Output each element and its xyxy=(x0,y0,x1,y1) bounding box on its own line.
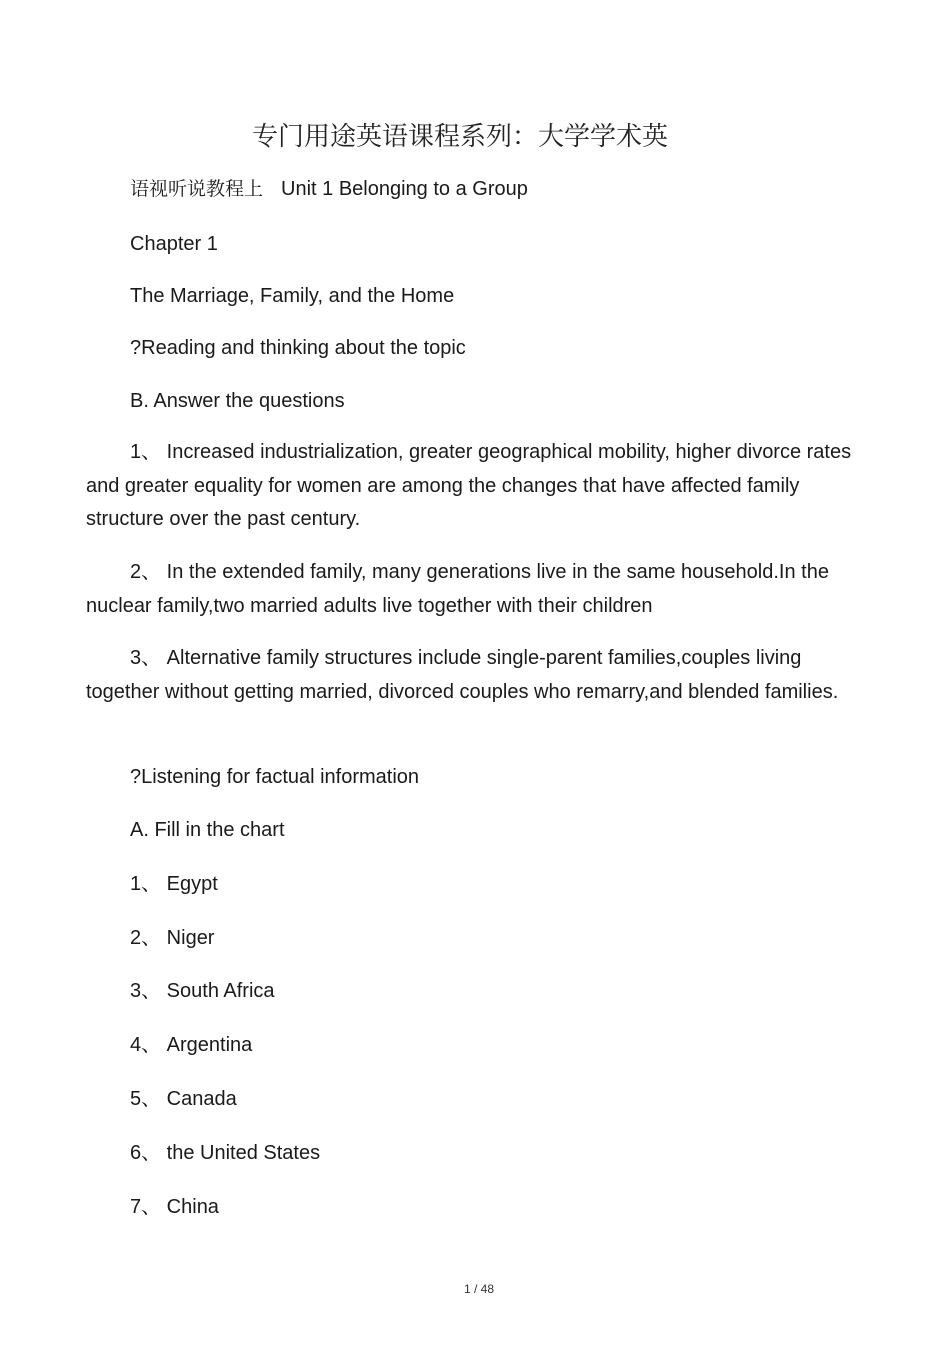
section-heading-reading: ?Reading and thinking about the topic xyxy=(130,337,466,359)
subtitle-chinese: 语视听说教程上 xyxy=(130,178,264,200)
section-heading-listening: ?Listening for factual information xyxy=(130,766,420,788)
answer-paragraph: 2、 In the extended family, many generations live in the same household.In the nuclear family,two married adults live together with their children xyxy=(86,561,829,617)
list-item: 4、 Argentina xyxy=(130,1034,253,1056)
page-number: 1 / 48 xyxy=(463,1282,495,1296)
answer-paragraph: 3、 Alternative family structures include single-parent families,couples living together without getting married, divorced couples who remarry,and blended families. xyxy=(86,647,839,703)
list-item: 3、 South Africa xyxy=(130,980,275,1002)
list-item: 7、 China xyxy=(130,1196,219,1218)
list-item: 6、 the United States xyxy=(130,1142,321,1164)
subtitle-english: Unit 1 Belonging to a Group xyxy=(281,178,528,200)
document-title: 专门用途英语课程系列：大学学术英 xyxy=(251,122,668,152)
chapter-title: The Marriage, Family, and the Home xyxy=(130,285,455,307)
chapter-label: Chapter 1 xyxy=(130,233,218,255)
unit-subtitle xyxy=(130,176,528,202)
task-fill-chart: A. Fill in the chart xyxy=(130,819,285,841)
list-item: 1、 Egypt xyxy=(130,873,218,895)
list-item: 5、 Canada xyxy=(130,1088,237,1110)
answer-paragraph: 1、 Increased industrialization, greater geographical mobility, higher divorce rates and greater equality for women are among the changes that have affected family structure over the past century. xyxy=(86,441,852,530)
task-answer-questions: B. Answer the questions xyxy=(130,390,345,412)
list-item: 2、 Niger xyxy=(130,927,215,949)
